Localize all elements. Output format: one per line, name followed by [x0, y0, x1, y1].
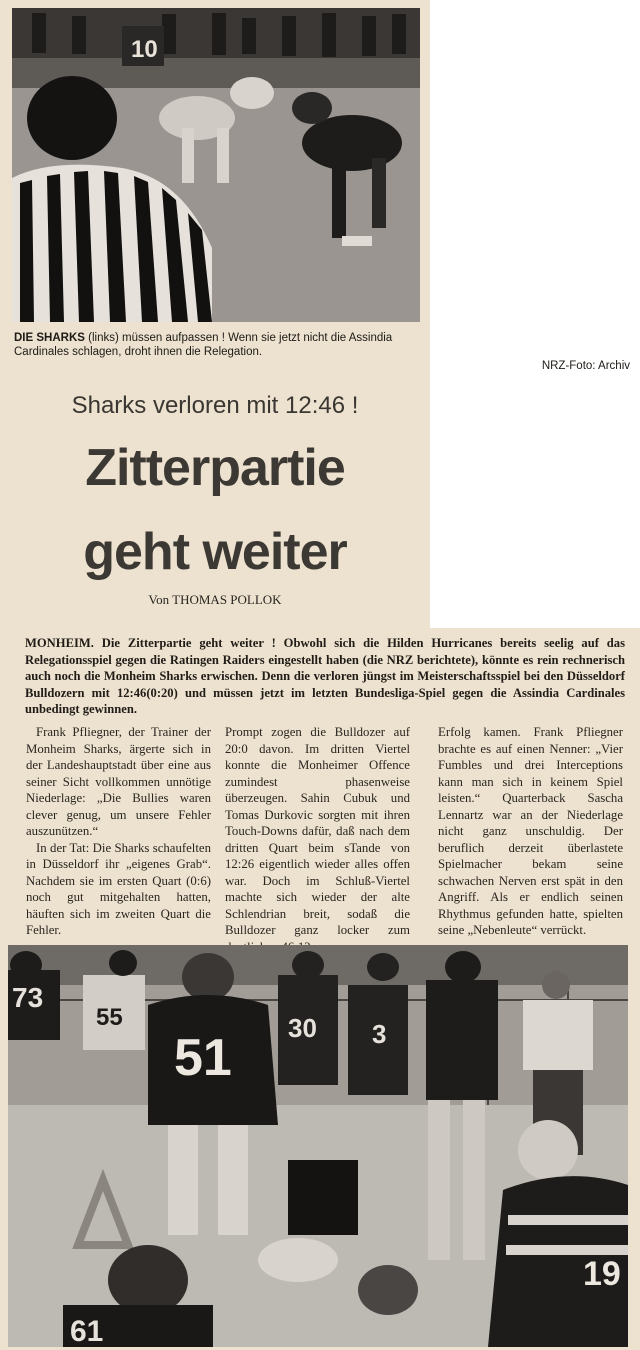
jersey-number-6: 19	[583, 1255, 621, 1293]
photo-credit: NRZ-Foto: Archiv	[541, 360, 630, 372]
column-2	[225, 724, 410, 955]
jersey-number-2: 55	[96, 1004, 123, 1031]
column-1-paragraph-2: In der Tat: Die Sharks schaufelten in Düsseldorf ihr „eigenes Grab“. Nachdem sie im ersten Quart (0:6) noch gut mitgehalten hatten, häuften sich im zweiten Quart die Fehler.	[26, 840, 211, 937]
lead-paragraph: MONHEIM. Die Zitterpartie geht weiter ! Obwohl sich die Hilden Hurricanes bereits seelig auf das Relegationsspiel gegen die Ratingen Raiders eingestellt haben (die NRZ berichtete), könnte es rein rechnerisch auch noch die Monheim Sharks erwischen. Denn die verloren jüngst im Meisterschaftsspiel bei den Düsseldorf Bulldozern mit 12:46(0:20) und müssen jetzt im letzten Bundesliga-Spiel gegen die Assindia Cardinales unbedingt gewinnen.	[25, 636, 625, 716]
jersey-number-5: 3	[372, 1019, 387, 1049]
jersey-number-7: 61	[70, 1315, 104, 1347]
column-2-paragraph-1: Prompt zogen die Bulldozer auf 20:0 davon. Im dritten Viertel konnte die Monheimer Offence zumindest phasenweise überzeugen. Sahin Cubuk und Tomas Durkovic sorgten mit ihren Touch-Downs dafür, daß nach dem dritten Quart beim sTande von 12:26 eigentlich wieder alles offen war. Doch im Schluß-Viertel machte sich wieder der alte Schlendrian breit, sodaß die Bulldozer ganz locker zum	[225, 725, 410, 937]
column-1	[26, 724, 211, 939]
kicker-headline: Sharks verloren mit 12:46 !	[71, 392, 359, 419]
caption-lead: DIE SHARKS	[14, 332, 85, 344]
photo-bottom	[8, 945, 628, 1347]
byline: Von THOMAS POLLOK	[148, 592, 282, 607]
jersey-number-top: 10	[131, 36, 158, 63]
caption-text: (links) müssen aufpassen ! Wenn sie jetzt nicht die Assindia Cardinales schlagen, droht ihnen die Relegation.	[14, 332, 393, 358]
jersey-number-1: 73	[12, 982, 44, 1013]
photo-top	[12, 8, 420, 322]
column-3-paragraph-1: Erfolg kamen. Frank Pfliegner brachte es auf einen Nenner: „Vier Fumbles und drei Interceptions kann man sich in keinem Spiel leisten.“ Quarterback Sascha Lennartz war an der Niederlage nicht ganz unschuldig. Der beruflich derzeit überlastete Spielmacher bekam seine schwachen Nerven erst spät in den Angriff. Als er endlich seinen Rhythmus gefunden hatte, spielten seine „Nebenleute“ verrückt.	[438, 725, 623, 937]
jersey-number-3: 51	[174, 1029, 232, 1087]
photo-caption	[14, 331, 424, 359]
jersey-number-4: 30	[288, 1013, 317, 1043]
headline-line-2: geht weiter	[83, 523, 347, 581]
headline-line-1: Zitterpartie	[85, 439, 345, 497]
column-1-paragraph-1: Frank Pfliegner, der Trainer der Monheim Sharks, ärgerte sich in der Landeshauptstadt über eine aus seiner Sicht vollkommen unnötige Niederlage: „Die Bullies waren clever genug, um unsere Fehler auszunützen.“	[26, 725, 211, 838]
column-3	[438, 724, 623, 939]
